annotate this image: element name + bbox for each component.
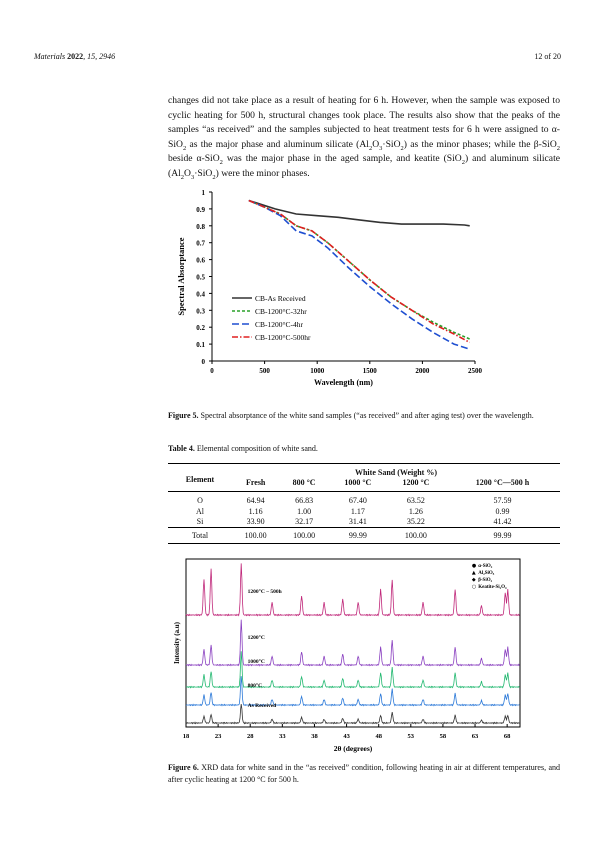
table-4 xyxy=(168,463,560,544)
table-cell: 32.17 xyxy=(295,517,314,527)
y-axis-label: Spectral Absorptance xyxy=(176,237,186,316)
subscript: 3 xyxy=(379,144,383,152)
subscript: 2 xyxy=(180,173,185,181)
plot-frame xyxy=(186,559,520,727)
legend-marker-icon: ◆ xyxy=(471,577,476,583)
x-tick-label: 68 xyxy=(503,733,511,740)
table-cell: 100.00 xyxy=(404,531,427,540)
table-cell: 1.16 xyxy=(248,506,263,516)
legend-marker-icon: ○ xyxy=(471,584,477,590)
x-tick-label: 500 xyxy=(259,367,270,375)
table-cell-element: Al xyxy=(196,506,204,516)
table-cell: 1.26 xyxy=(408,506,423,516)
y-tick-label: 1 xyxy=(201,189,205,197)
x-tick-label: 2500 xyxy=(468,367,482,375)
x-tick-label: 58 xyxy=(439,733,447,740)
x-tick-label: 48 xyxy=(375,733,382,740)
subscript: 2 xyxy=(400,144,404,152)
text-run: ·SiO xyxy=(382,138,401,150)
legend-label: Keatite-Si₂O₄ xyxy=(478,585,507,590)
table-column-header: 1200 °C—500 h xyxy=(475,478,530,487)
table-cell: 99.99 xyxy=(348,531,367,540)
subscript: 2 xyxy=(219,158,223,166)
text-run: changes did not take place as a result of heating for 6 h. However, when the sample was exposed to cyclic heating for 500 h, structural changes took place. The results also show that the peaks of the samples “as received” and the samples subjected to heat treatment tests for 6 h were assigned to α-SiO xyxy=(168,95,560,150)
table-cell: 66.83 xyxy=(295,495,314,505)
subscript: 2 xyxy=(556,144,560,152)
x-tick-label: 43 xyxy=(343,733,350,740)
table-group-header: White Sand (Weight %) xyxy=(354,468,437,477)
y-tick-label: 0.5 xyxy=(196,273,205,282)
x-tick-label: 2000 xyxy=(415,367,430,375)
table-cell: 35.22 xyxy=(406,517,425,527)
x-tick-label: 1500 xyxy=(362,367,377,375)
text-run: was the major phase in the aged sample, and keatite (SiO xyxy=(222,153,462,164)
legend-label: Al₂SiO₅ xyxy=(478,571,495,576)
text-run: beside α-SiO xyxy=(168,153,220,164)
table-cell: 31.41 xyxy=(348,517,367,527)
table-row xyxy=(168,528,560,544)
table-cell: 64.94 xyxy=(246,495,265,505)
subscript: 2 xyxy=(212,173,216,181)
table-column-header: 1200 °C xyxy=(402,478,430,487)
table-cell: 99.99 xyxy=(493,531,512,540)
y-tick-label: 0.4 xyxy=(196,290,205,299)
table-cell: 67.40 xyxy=(348,495,367,505)
x-tick-label: 63 xyxy=(471,733,479,740)
table-cell: 63.52 xyxy=(406,495,425,505)
y-tick-label: 0.6 xyxy=(196,256,205,265)
running-header-journal: Materials 2022, 15, 2946 xyxy=(34,52,116,61)
table-cell: 0.99 xyxy=(495,506,510,516)
table-cell: 57.59 xyxy=(493,495,512,505)
pattern-label: 1000°C xyxy=(247,659,265,665)
legend-label: CB-As Received xyxy=(255,294,306,303)
text-run: O xyxy=(184,167,191,179)
table-cell-element: O xyxy=(197,495,203,505)
x-tick-label: 18 xyxy=(182,733,190,740)
table-column-header: Fresh xyxy=(245,478,266,487)
y-tick-label: 0 xyxy=(201,358,205,366)
subscript: 2 xyxy=(368,144,373,152)
table-cell: 1.17 xyxy=(350,506,365,516)
table-row xyxy=(168,506,560,517)
y-tick-label: 0.3 xyxy=(196,307,205,316)
table-row xyxy=(168,517,560,528)
x-tick-label: 33 xyxy=(279,733,286,740)
y-tick-label: 0.9 xyxy=(196,205,205,214)
legend-label: α-SiO₂ xyxy=(478,564,493,569)
series-line-1 xyxy=(249,201,470,226)
y-tick-label: 0.2 xyxy=(196,324,205,333)
legend-label: CB-1200°C-32hr xyxy=(255,307,307,316)
page-number: 12 of 20 xyxy=(534,52,561,61)
legend-label: CB-1200°C-500hr xyxy=(255,333,311,342)
text-run: as the major phase and aluminum silicate (Al xyxy=(186,138,369,150)
y-tick-label: 0.1 xyxy=(196,341,205,350)
table-row xyxy=(168,492,560,506)
table-cell: 33.90 xyxy=(246,517,265,527)
pattern-label: 1200°C xyxy=(247,635,265,641)
pattern-label: 800°C xyxy=(247,683,263,689)
subscript: 2 xyxy=(182,144,187,152)
text-run: ) as the minor phases; while the β-SiO xyxy=(403,138,557,150)
legend-label: β-SiO₂ xyxy=(478,578,493,583)
pattern-label: 1200°C – 500h xyxy=(247,589,282,595)
table-cell: 41.42 xyxy=(493,517,512,527)
x-axis-label: 2θ (degrees) xyxy=(333,744,373,753)
x-tick-label: 23 xyxy=(214,733,222,740)
legend-marker-icon: ▲ xyxy=(471,570,476,576)
x-tick-label: 1000 xyxy=(310,367,325,375)
table-cell: 100.00 xyxy=(293,531,316,540)
figure-6-xrd-chart xyxy=(170,555,562,755)
y-axis-label: Intensity (a.u) xyxy=(173,621,181,665)
body-paragraph xyxy=(168,94,560,181)
y-tick-label: 0.7 xyxy=(196,239,205,248)
text-run: ) were the minor phases. xyxy=(215,167,310,179)
legend-marker-icon: ● xyxy=(471,563,477,569)
text-run: ·SiO xyxy=(194,167,213,179)
table-4-caption: Table 4. Elemental composition of white sand. xyxy=(168,444,318,453)
table-cell-element: Total xyxy=(191,531,209,540)
table-cell: 100.00 xyxy=(244,531,267,540)
figure-6-caption: Figure 6. XRD data for white sand in the “as received” condition, following heating in air at different temperatures, and after cyclic heating at 1200 °C for 500 h. xyxy=(168,763,560,784)
pattern-label: As Received xyxy=(247,703,277,709)
table-header-element: Element xyxy=(185,475,215,484)
text-run: ) and aluminum silicate (Al xyxy=(168,153,560,179)
subscript: 3 xyxy=(190,173,195,181)
figure-5-caption: Figure 5. Spectral absorptance of the white sand samples (“as received” and after aging test) over the wavelength. xyxy=(168,411,534,420)
y-tick-label: 0.8 xyxy=(196,222,205,231)
text-run: O xyxy=(372,138,380,150)
table-column-header: 1000 °C xyxy=(344,478,372,487)
x-tick-label: 53 xyxy=(407,733,415,740)
x-tick-label: 28 xyxy=(246,733,254,740)
table-cell: 1.00 xyxy=(297,506,312,516)
legend-label: CB-1200°C-4hr xyxy=(255,320,303,329)
figure-5-chart xyxy=(170,180,562,402)
table-column-header: 800 °C xyxy=(292,478,316,487)
x-axis-label: Wavelength (nm) xyxy=(314,378,373,387)
x-tick-label: 38 xyxy=(311,733,318,740)
x-tick-label: 0 xyxy=(210,367,214,375)
subscript: 2 xyxy=(461,158,465,166)
table-cell-element: Si xyxy=(196,517,204,527)
